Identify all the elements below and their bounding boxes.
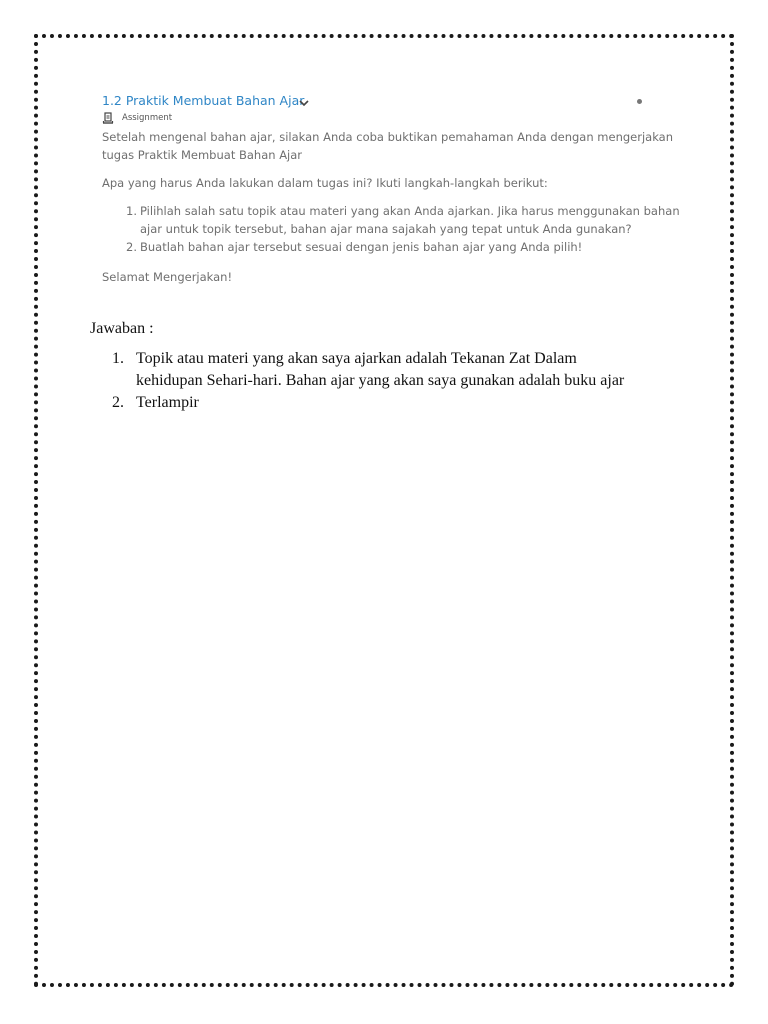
assignment-question: Apa yang harus Anda lakukan dalam tugas ini? Ikuti langkah-langkah berikut: (102, 176, 548, 190)
chevron-down-icon[interactable] (298, 97, 310, 109)
assignment-intro (102, 128, 682, 164)
list-item (90, 348, 710, 392)
answer-line: Topik atau materi yang akan saya ajarkan adalah Tekanan Zat Dalam (136, 350, 577, 367)
answer-heading: Jawaban : (90, 320, 154, 337)
answer-section (90, 318, 710, 414)
assignment-title-link[interactable]: 1.2 Praktik Membuat Bahan Ajar (102, 93, 305, 108)
answer-text: Terlampir (136, 394, 199, 411)
assignment-icon (102, 112, 115, 125)
intro-line: tugas Praktik Membuat Bahan Ajar (102, 148, 303, 162)
answer-number: 2. (112, 394, 124, 411)
assignment-type (102, 110, 682, 126)
answer-list (90, 348, 710, 414)
step-number: 1. (126, 204, 137, 218)
answer-line: kehidupan Sehari-hari. Bahan ajar yang akan saya gunakan adalah buku ajar (136, 372, 625, 389)
answer-text (136, 348, 624, 392)
answer-number: 1. (112, 350, 124, 367)
assignment-closing: Selamat Mengerjakan! (102, 270, 233, 284)
step-line: Pilihlah salah satu topik atau materi yang akan Anda ajarkan. Jika harus menggunakan bahan (140, 204, 680, 218)
list-item (102, 202, 682, 238)
dot-icon (637, 99, 642, 104)
assignment-header (102, 90, 682, 112)
assignment-type-label: Assignment (122, 113, 173, 123)
assignment-steps (102, 202, 682, 256)
list-item (102, 238, 682, 256)
step-text: Buatlah bahan ajar tersebut sesuai dengan jenis bahan ajar yang Anda pilih! (140, 240, 583, 254)
assignment-screenshot (102, 90, 682, 286)
step-line: ajar untuk topik tersebut, bahan ajar mana sajakah yang tepat untuk Anda gunakan? (140, 222, 632, 236)
list-item (90, 392, 710, 414)
step-number: 2. (126, 240, 137, 254)
step-text (140, 202, 680, 238)
intro-line: Setelah mengenal bahan ajar, silakan Anda coba buktikan pemahaman Anda dengan mengerjakan (102, 130, 673, 144)
